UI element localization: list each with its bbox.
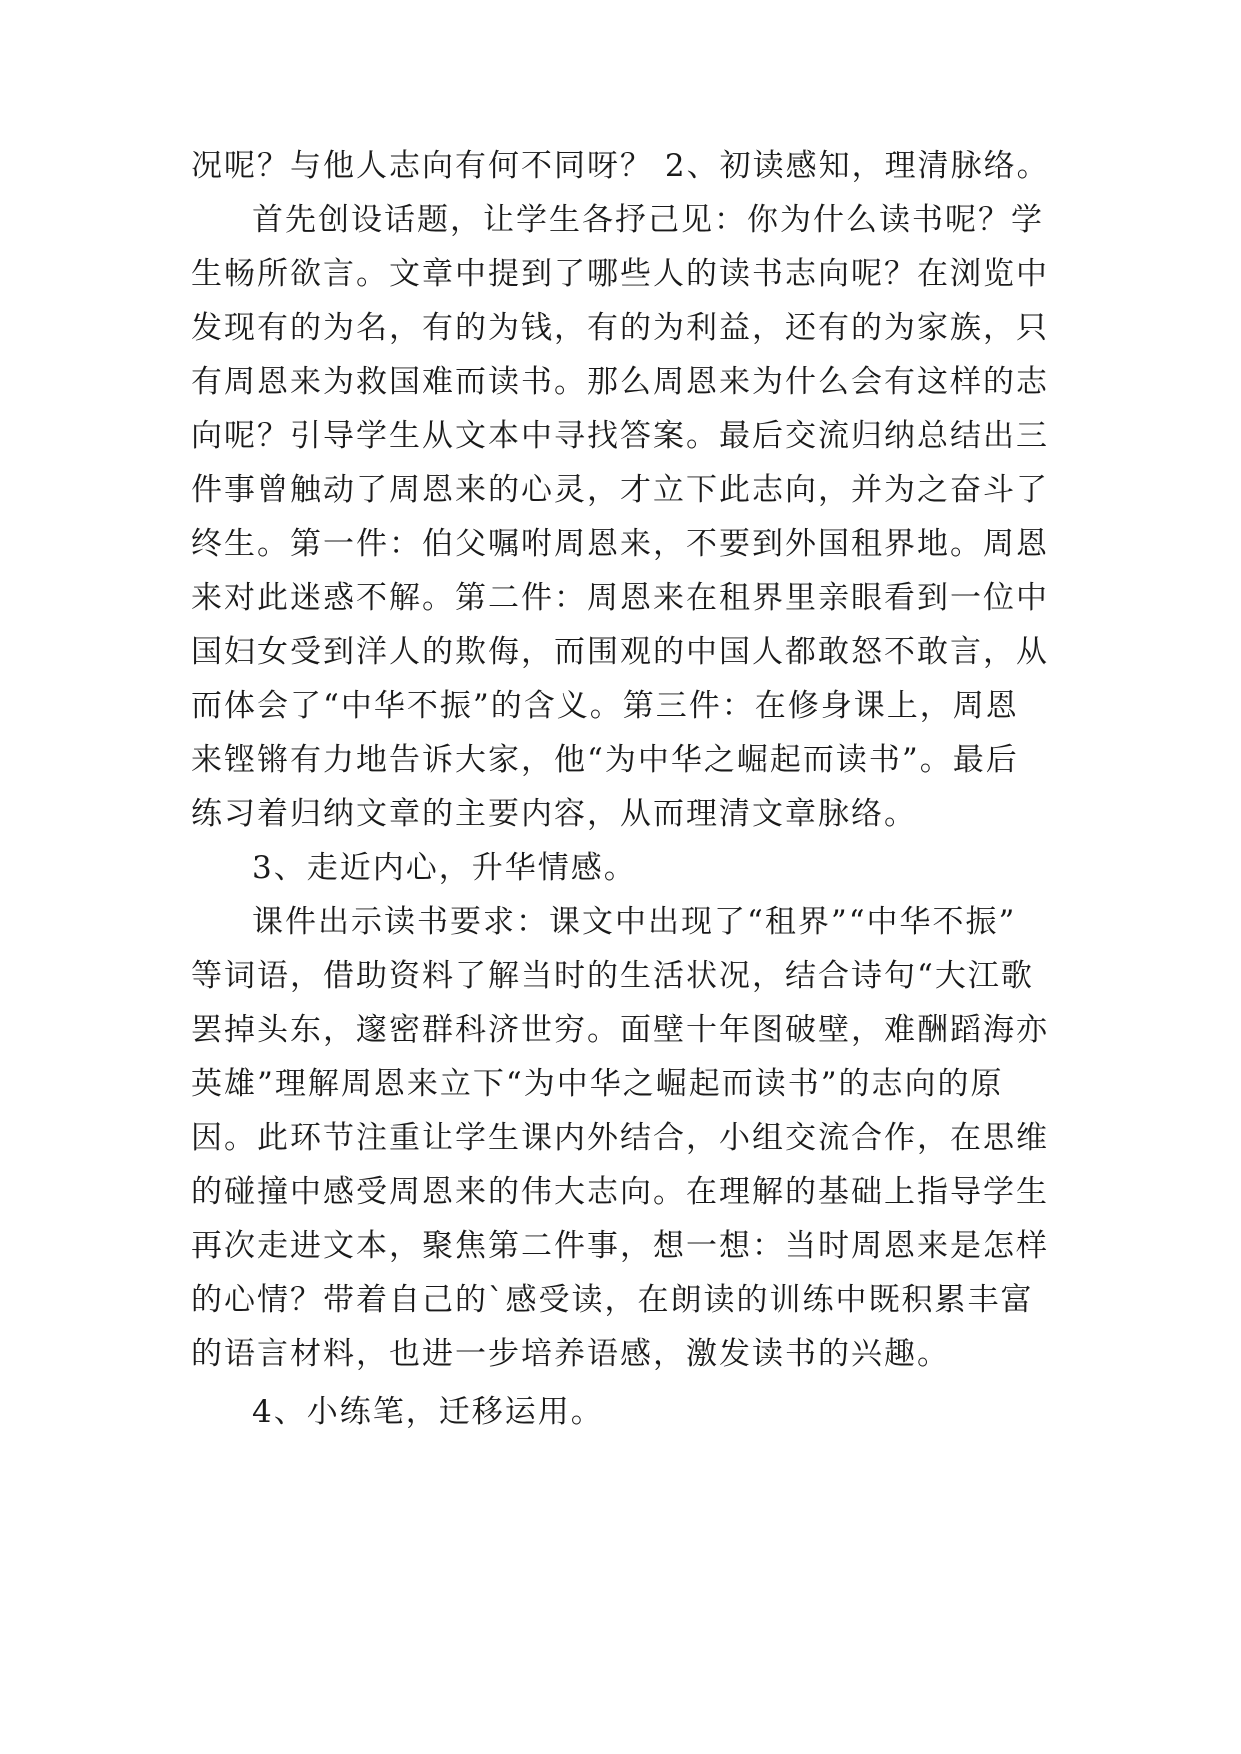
text-line: 课件出示读书要求：课文中出现了“租界”“中华不振” [252,904,1017,940]
text-line: 的语言材料，也进一步培养语感，激发读书的兴趣。 [191,1336,950,1372]
text-line: 向呢？引导学生从文本中寻找答案。最后交流归纳总结出三 [191,418,1049,454]
text-line: 练习着归纳文章的主要内容，从而理清文章脉络。 [191,796,917,832]
text-line: 国妇女受到洋人的欺侮，而围观的中国人都敢怒不敢言，从 [191,634,1049,670]
text-line: 首先创设话题，让学生各抒己见：你为什么读书呢？学 [252,202,1044,238]
text-line: 英雄”理解周恩来立下“为中华之崛起而读书”的志向的原 [191,1066,1004,1102]
text-line: 因。此环节注重让学生课内外结合，小组交流合作，在思维 [191,1120,1049,1156]
text-line: 的心情？带着自己的`感受读，在朗读的训练中既积累丰富 [191,1282,1034,1318]
text-line: 的碰撞中感受周恩来的伟大志向。在理解的基础上指导学生 [191,1174,1049,1210]
text-line: 发现有的为名，有的为钱，有的为利益，还有的为家族，只 [191,310,1049,346]
text-line: 件事曾触动了周恩来的心灵，才立下此志向，并为之奋斗了 [191,472,1049,508]
text-line: 罢掉头东，邃密群科济世穷。面壁十年图破壁，难酬蹈海亦 [191,1012,1049,1048]
section-heading: 4、小练笔，迁移运用。 [252,1394,604,1430]
text-line: 再次走进文本，聚焦第二件事，想一想：当时周恩来是怎样 [191,1228,1049,1264]
section-heading: 3、走近内心，升华情感。 [252,850,637,886]
text-line: 有周恩来为救国难而读书。那么周恩来为什么会有这样的志 [191,364,1049,400]
text-line: 终生。第一件：伯父嘱咐周恩来，不要到外国租界地。周恩 [191,526,1049,562]
text-line: 来铿锵有力地告诉大家，他“为中华之崛起而读书”。最后 [191,742,1019,778]
text-line: 等词语，借助资料了解当时的生活状况，结合诗句“大江歌 [191,958,1034,994]
text-line: 而体会了“中华不振”的含义。第三件：在修身课上，周恩 [191,688,1019,724]
text-line: 生畅所欲言。文章中提到了哪些人的读书志向呢？在浏览中 [191,256,1049,292]
text-line: 来对此迷惑不解。第二件：周恩来在租界里亲眼看到一位中 [191,580,1049,616]
text-line: 况呢？与他人志向有何不同呀？ 2、初读感知，理清脉络。 [191,148,1050,184]
